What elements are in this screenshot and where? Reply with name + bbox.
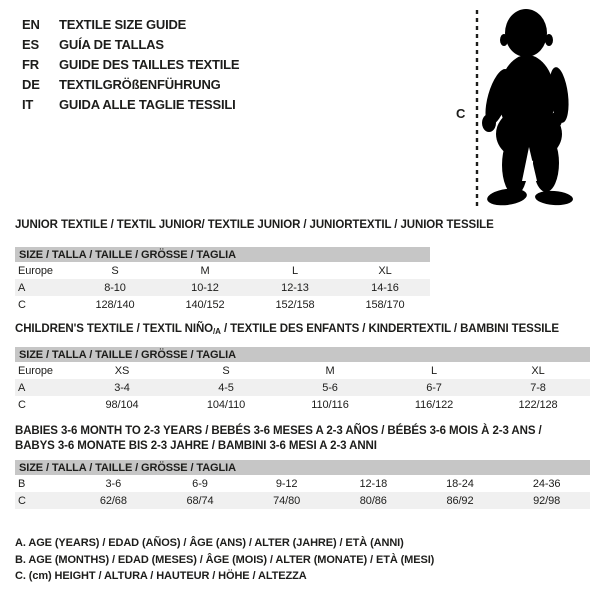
table-cell: 98/104: [105, 398, 139, 411]
table-row-age: [15, 379, 590, 396]
language-row-it: [22, 94, 239, 114]
table-cell: 158/170: [365, 298, 405, 311]
table-cell: 12-13: [250, 279, 340, 296]
table-cell: 6-7: [382, 379, 486, 396]
section-junior: [15, 218, 494, 313]
footnote-a: A. AGE (YEARS) / EDAD (AÑOS) / ÂGE (ANS) / ALTER (JAHRE) / ETÀ (ANNI): [15, 537, 404, 549]
table-cell: S: [111, 264, 119, 277]
table-cell: 74/80: [243, 492, 330, 509]
row-label: C: [18, 298, 26, 311]
row-label: B: [18, 477, 26, 490]
baby-head: [505, 9, 547, 57]
language-code: ES: [22, 36, 39, 52]
babies-heading-line2: BABYS 3-6 MONATE BIS 2-3 JAHRE / BAMBINI 3-6 MESI A 2-3 ANNI: [15, 440, 377, 452]
language-row-fr: [22, 54, 239, 74]
row-label: A: [15, 379, 70, 396]
children-heading-subscript: /A: [213, 327, 221, 336]
children-size-table: [15, 347, 590, 413]
language-label: GUIDA ALLE TAGLIE TESSILI: [59, 96, 236, 112]
table-cell: 116/122: [414, 398, 454, 411]
table-cell: 7-8: [486, 379, 590, 396]
table-cell: 128/140: [95, 298, 135, 311]
table-cell: 4-5: [174, 379, 278, 396]
table-cell: 62/68: [70, 492, 157, 509]
babies-heading-line1: BABIES 3-6 MONTH TO 2-3 YEARS / BEBÉS 3-6 MESES A 2-3 AÑOS / BÉBÉS 3-6 MOIS À 2-3 ANS /: [15, 425, 542, 437]
height-measure-label: C: [456, 106, 466, 121]
table-cell: 140/152: [185, 298, 225, 311]
language-list: [22, 14, 239, 114]
table-cell: XL: [531, 364, 545, 377]
table-row-months: [15, 475, 590, 492]
table-row-height: [15, 396, 590, 413]
table-row-europe: [15, 262, 430, 279]
size-header-band: SIZE / TALLA / TAILLE / GRÖSSE / TAGLIA: [15, 460, 590, 475]
row-label: C: [18, 398, 26, 411]
section-babies: [15, 424, 590, 509]
table-cell: 8-10: [70, 279, 160, 296]
language-code: FR: [22, 56, 39, 72]
junior-heading: JUNIOR TEXTILE / TEXTIL JUNIOR/ TEXTILE JUNIOR / JUNIORTEXTIL / JUNIOR TESSILE: [15, 219, 494, 231]
language-row-de: [22, 74, 239, 94]
baby-ear-left: [500, 34, 508, 46]
baby-hand-left: [482, 114, 496, 132]
language-row-es: [22, 34, 239, 54]
baby-foot-right: [535, 190, 574, 207]
babies-size-table: [15, 460, 590, 509]
baby-silhouette-shape: [480, 9, 573, 207]
table-cell: 9-12: [275, 477, 298, 490]
table-cell: XL: [378, 264, 392, 277]
figure-area: [448, 0, 600, 212]
table-cell: 152/158: [275, 298, 315, 311]
table-cell: 5-6: [278, 379, 382, 396]
table-cell: 10-12: [160, 279, 250, 296]
row-label: C: [15, 492, 70, 509]
size-header-band: SIZE / TALLA / TAILLE / GRÖSSE / TAGLIA: [15, 347, 590, 362]
language-code: DE: [22, 76, 40, 92]
language-label: TEXTILE SIZE GUIDE: [59, 16, 187, 32]
language-code: EN: [22, 16, 40, 32]
row-label: A: [15, 279, 70, 296]
table-cell: M: [325, 364, 335, 377]
children-heading-part2: / TEXTILE DES ENFANTS / KINDERTEXTIL / BAMBINI TESSILE: [220, 323, 559, 335]
baby-silhouette: [470, 0, 600, 210]
children-heading: [15, 322, 590, 339]
table-cell: 3-4: [70, 379, 174, 396]
baby-ear-right: [545, 34, 553, 46]
table-row-height: [15, 492, 590, 509]
table-cell: 110/116: [311, 398, 349, 411]
table-row-europe: [15, 362, 590, 379]
footnote-c: C. (cm) HEIGHT / ALTURA / HAUTEUR / HÖHE / ALTEZZA: [15, 570, 307, 582]
children-heading-part1: CHILDREN'S TEXTILE / TEXTIL NIÑO: [15, 323, 214, 335]
table-cell: 14-16: [340, 279, 430, 296]
table-row-age: [15, 279, 430, 296]
footnotes: [15, 535, 434, 585]
table-cell: M: [200, 264, 210, 277]
table-cell: 68/74: [157, 492, 244, 509]
table-cell: 24-36: [532, 477, 561, 490]
language-label: TEXTILGRÖßENFÜHRUNG: [59, 76, 221, 92]
table-cell: 12-18: [359, 477, 388, 490]
table-cell: L: [291, 264, 299, 277]
table-cell: 122/128: [518, 398, 558, 411]
row-label: Europe: [18, 264, 53, 277]
language-label: GUÍA DE TALLAS: [59, 36, 164, 52]
language-row-en: [22, 14, 239, 34]
table-cell: S: [222, 364, 230, 377]
table-cell: 6-9: [192, 477, 208, 490]
section-children: [15, 322, 590, 413]
size-header-band: SIZE / TALLA / TAILLE / GRÖSSE / TAGLIA: [15, 247, 430, 262]
language-code: IT: [22, 96, 34, 112]
row-label: Europe: [18, 364, 53, 377]
table-cell: 92/98: [503, 492, 590, 509]
table-cell: XS: [114, 364, 130, 377]
table-cell: L: [430, 364, 438, 377]
table-cell: 80/86: [330, 492, 417, 509]
babies-heading: [15, 424, 590, 454]
footnote-b: B. AGE (MONTHS) / EDAD (MESES) / ÂGE (MOIS) / ALTER (MONATE) / ETÀ (MESI): [15, 553, 435, 566]
junior-size-table: [15, 247, 430, 313]
table-cell: 86/92: [417, 492, 504, 509]
table-cell: 3-6: [105, 477, 122, 490]
table-cell: 104/110: [206, 398, 246, 411]
table-row-height: [15, 296, 430, 313]
table-cell: 18-24: [446, 477, 474, 490]
language-label: GUIDE DES TAILLES TEXTILE: [59, 56, 240, 72]
